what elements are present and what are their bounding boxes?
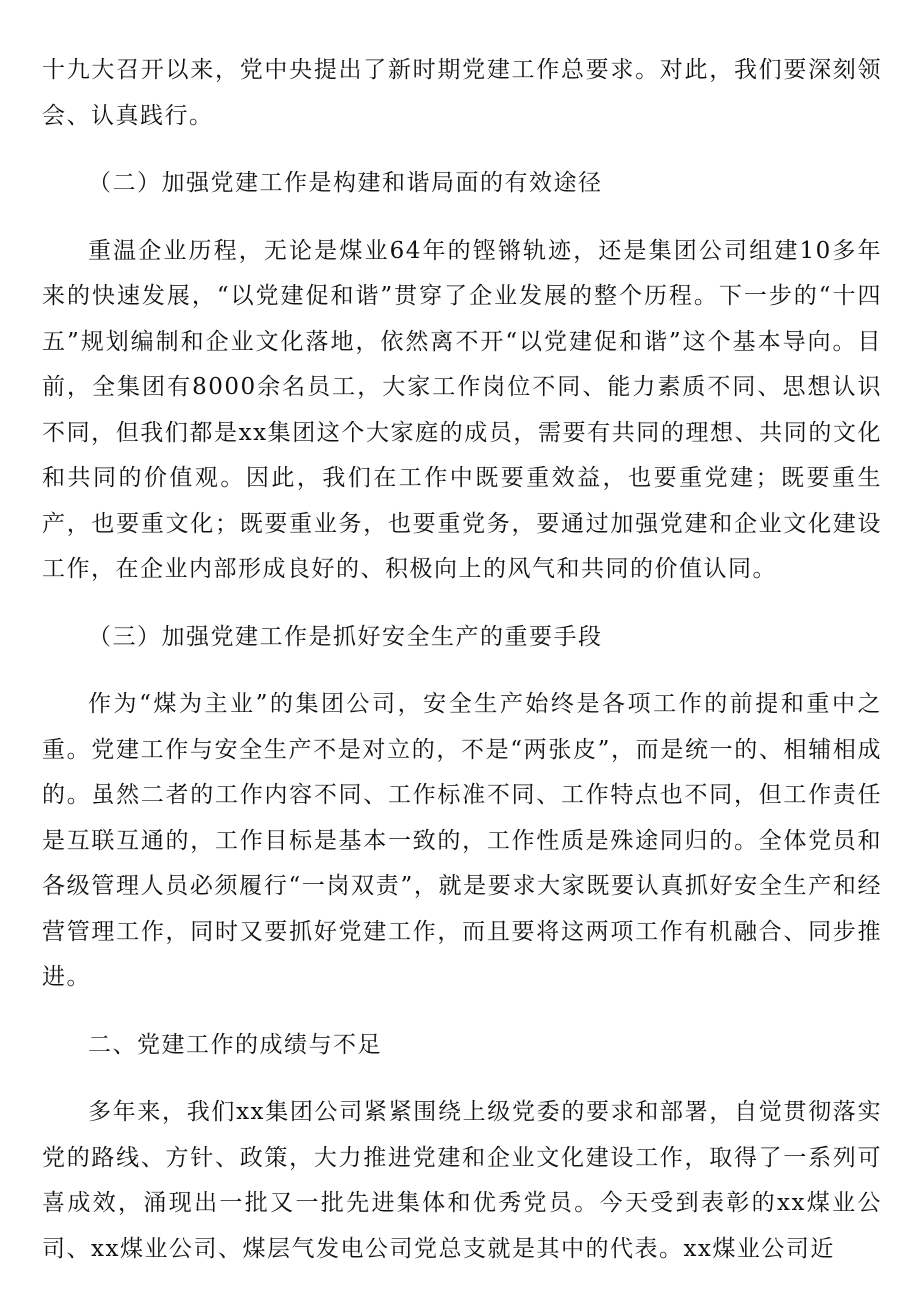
continuation-paragraph: 十九大召开以来，党中央提出了新时期党建工作总要求。对此，我们要深刻领会、认真践行。: [42, 57, 882, 129]
body-paragraph-achievements: 多年来，我们xx集团公司紧紧围绕上级党委的要求和部署，自觉贯彻落实党的路线、方针、政策，大力推进党建和企业文化建设工作，取得了一系列可喜成效，涌现出一批又一批先进集体和优秀党员。今天受到表彰的xx煤业公司、xx煤业公司、煤层气发电公司党总支就是其中的代表。xx煤业公司近: [42, 1099, 882, 1262]
body-paragraph-safety: 作为“煤为主业”的集团公司，安全生产始终是各项工作的前提和重中之重。党建工作与安全生产不是对立的，不是“两张皮”，而是统一的、相辅相成的。虽然二者的工作内容不同、工作标准不同、工作特点也不同，但工作责任是互联互通的，工作目标是基本一致的，工作性质是殊途同归的。全体党员和各级管理人员必须履行“一岗双责”，就是要求大家既要认真抓好安全生产和经营管理工作，同时又要抓好党建工作，而且要将这两项工作有机融合、同步推进。: [42, 691, 882, 990]
section-heading-3: （三）加强党建工作是抓好安全生产的重要手段: [88, 623, 603, 650]
section-heading-2: （二）加强党建工作是构建和谐局面的有效途径: [88, 170, 603, 196]
document-page: [42, 48, 882, 1272]
chapter-heading-achievements: 二、党建工作的成绩与不足: [88, 1031, 382, 1058]
body-paragraph-harmony: 重温企业历程，无论是煤业64年的铿锵轨迹，还是集团公司组建10多年来的快速发展，“以党建促和谐”贯穿了企业发展的整个历程。下一步的“十四五”规划编制和企业文化落地，依然离不开“以党建促和谐”这个基本导向。目前，全集团有8000余名员工，大家工作岗位不同、能力素质不同、思想认识不同，但我们都是xx集团这个大家庭的成员，需要有共同的理想、共同的文化和共同的价值观。因此，我们在工作中既要重效益，也要重党建；既要重生产，也要重文化；既要重业务，也要重党务，要通过加强党建和企业文化建设工作，在企业内部形成良好的、积极向上的风气和共同的价值认同。: [42, 237, 882, 582]
